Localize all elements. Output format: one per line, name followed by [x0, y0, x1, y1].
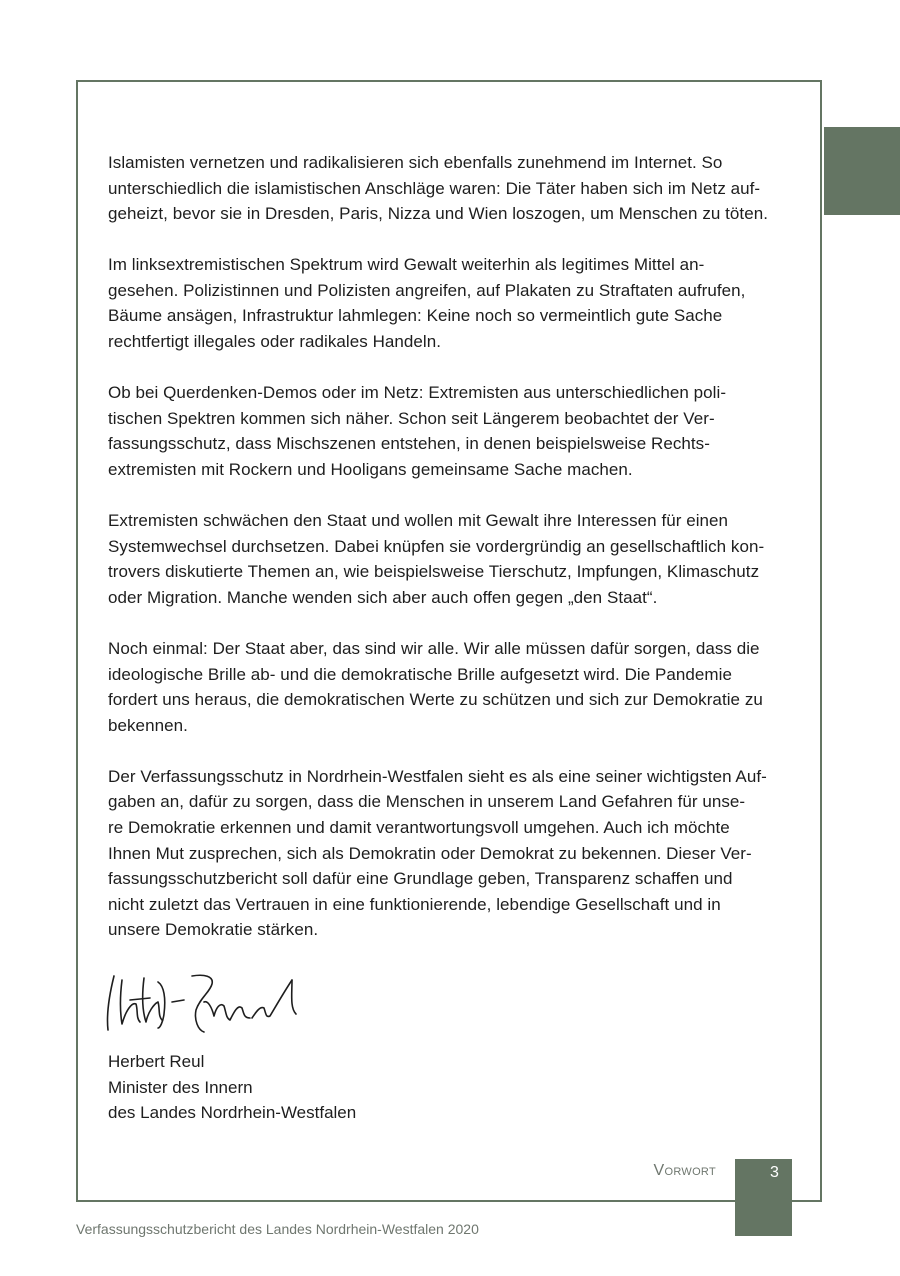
paragraph: Extremisten schwächen den Staat und wollen mit Gewalt ihre Interessen für einen Systemwechsel durchsetzen. Dabei knüpfen sie vordergründig an gesellschaftlich kon- trovers diskutierte Themen an, wie beispielsweise Tierschutz, Impfungen, Klimaschutz oder Migration. Manche wenden sich aber auch offen gegen „den Staat“. [108, 511, 765, 607]
signatory-name: Herbert Reul [108, 1052, 205, 1071]
paragraph: Ob bei Querdenken-Demos oder im Netz: Extremisten aus unterschiedlichen poli- tischen Spektren kommen sich näher. Schon seit Längerem beobachtet der Ver- fassungsschutz, dass Mischszenen entstehen, in denen beispielsweise Rechts- extremisten mit Rockern und Hooligans gemeinsame Sache machen. [108, 383, 727, 479]
page-number: 3 [770, 1164, 779, 1181]
section-label: Vorwort [653, 1162, 716, 1179]
handwritten-signature [100, 962, 310, 1040]
footer-text: Verfassungsschutzbericht des Landes Nordrhein-Westfalen 2020 [76, 1221, 479, 1237]
signatory-block [108, 1049, 356, 1126]
chapter-side-tab [824, 127, 900, 215]
paragraph: Noch einmal: Der Staat aber, das sind wir alle. Wir alle müssen dafür sorgen, dass die ideologische Brille ab- und die demokratische Brille aufgesetzt wird. Die Pandemie fordert uns heraus, die demokratischen Werte zu schützen und sich zur Demokratie zu bekennen. [108, 638, 763, 735]
page-number-tab [735, 1159, 792, 1236]
paragraph: Islamisten vernetzen und radikalisieren sich ebenfalls zunehmend im Internet. So unterschiedlich die islamistischen Anschläge waren: Die Täter haben sich im Netz auf- geheizt, bevor sie in Dresden, Paris, Nizza und Wien loszogen, um Menschen zu töten. [108, 153, 768, 224]
signatory-title: Minister des Innern [108, 1077, 253, 1097]
paragraph: Im linksextremistischen Spektrum wird Gewalt weiterhin als legitimes Mittel an- gesehen. Polizistinnen und Polizisten angreifen, auf Plakaten zu Straftaten aufrufen, Bäume ansägen, Infrastruktur lahmlegen: Keine noch so vermeintlich gute Sache rechtfertigt illegales oder radikales Handeln. [108, 255, 746, 352]
signatory-organization: des Landes Nordrhein-Westfalen [108, 1103, 357, 1123]
body-text [108, 150, 798, 968]
paragraph: Der Verfassungsschutz in Nordrhein-Westfalen sieht es als eine seiner wichtigsten Auf- gaben an, dafür zu sorgen, dass die Menschen in unserem Land Gefahren für unse- re Demokratie erkennen und damit verantwortungsvoll umgehen. Auch ich möchte Ihnen Mut zusprechen, sich als Demokratin oder Demokrat zu bekennen. Dieser Ver- fassungsschutzbericht soll dafür eine Grundlage geben, Transparenz schaffen und nicht zuletzt das Vertrauen in eine funktionierende, lebendige Gesellschaft und in unsere Demokratie stärken. [108, 766, 767, 940]
